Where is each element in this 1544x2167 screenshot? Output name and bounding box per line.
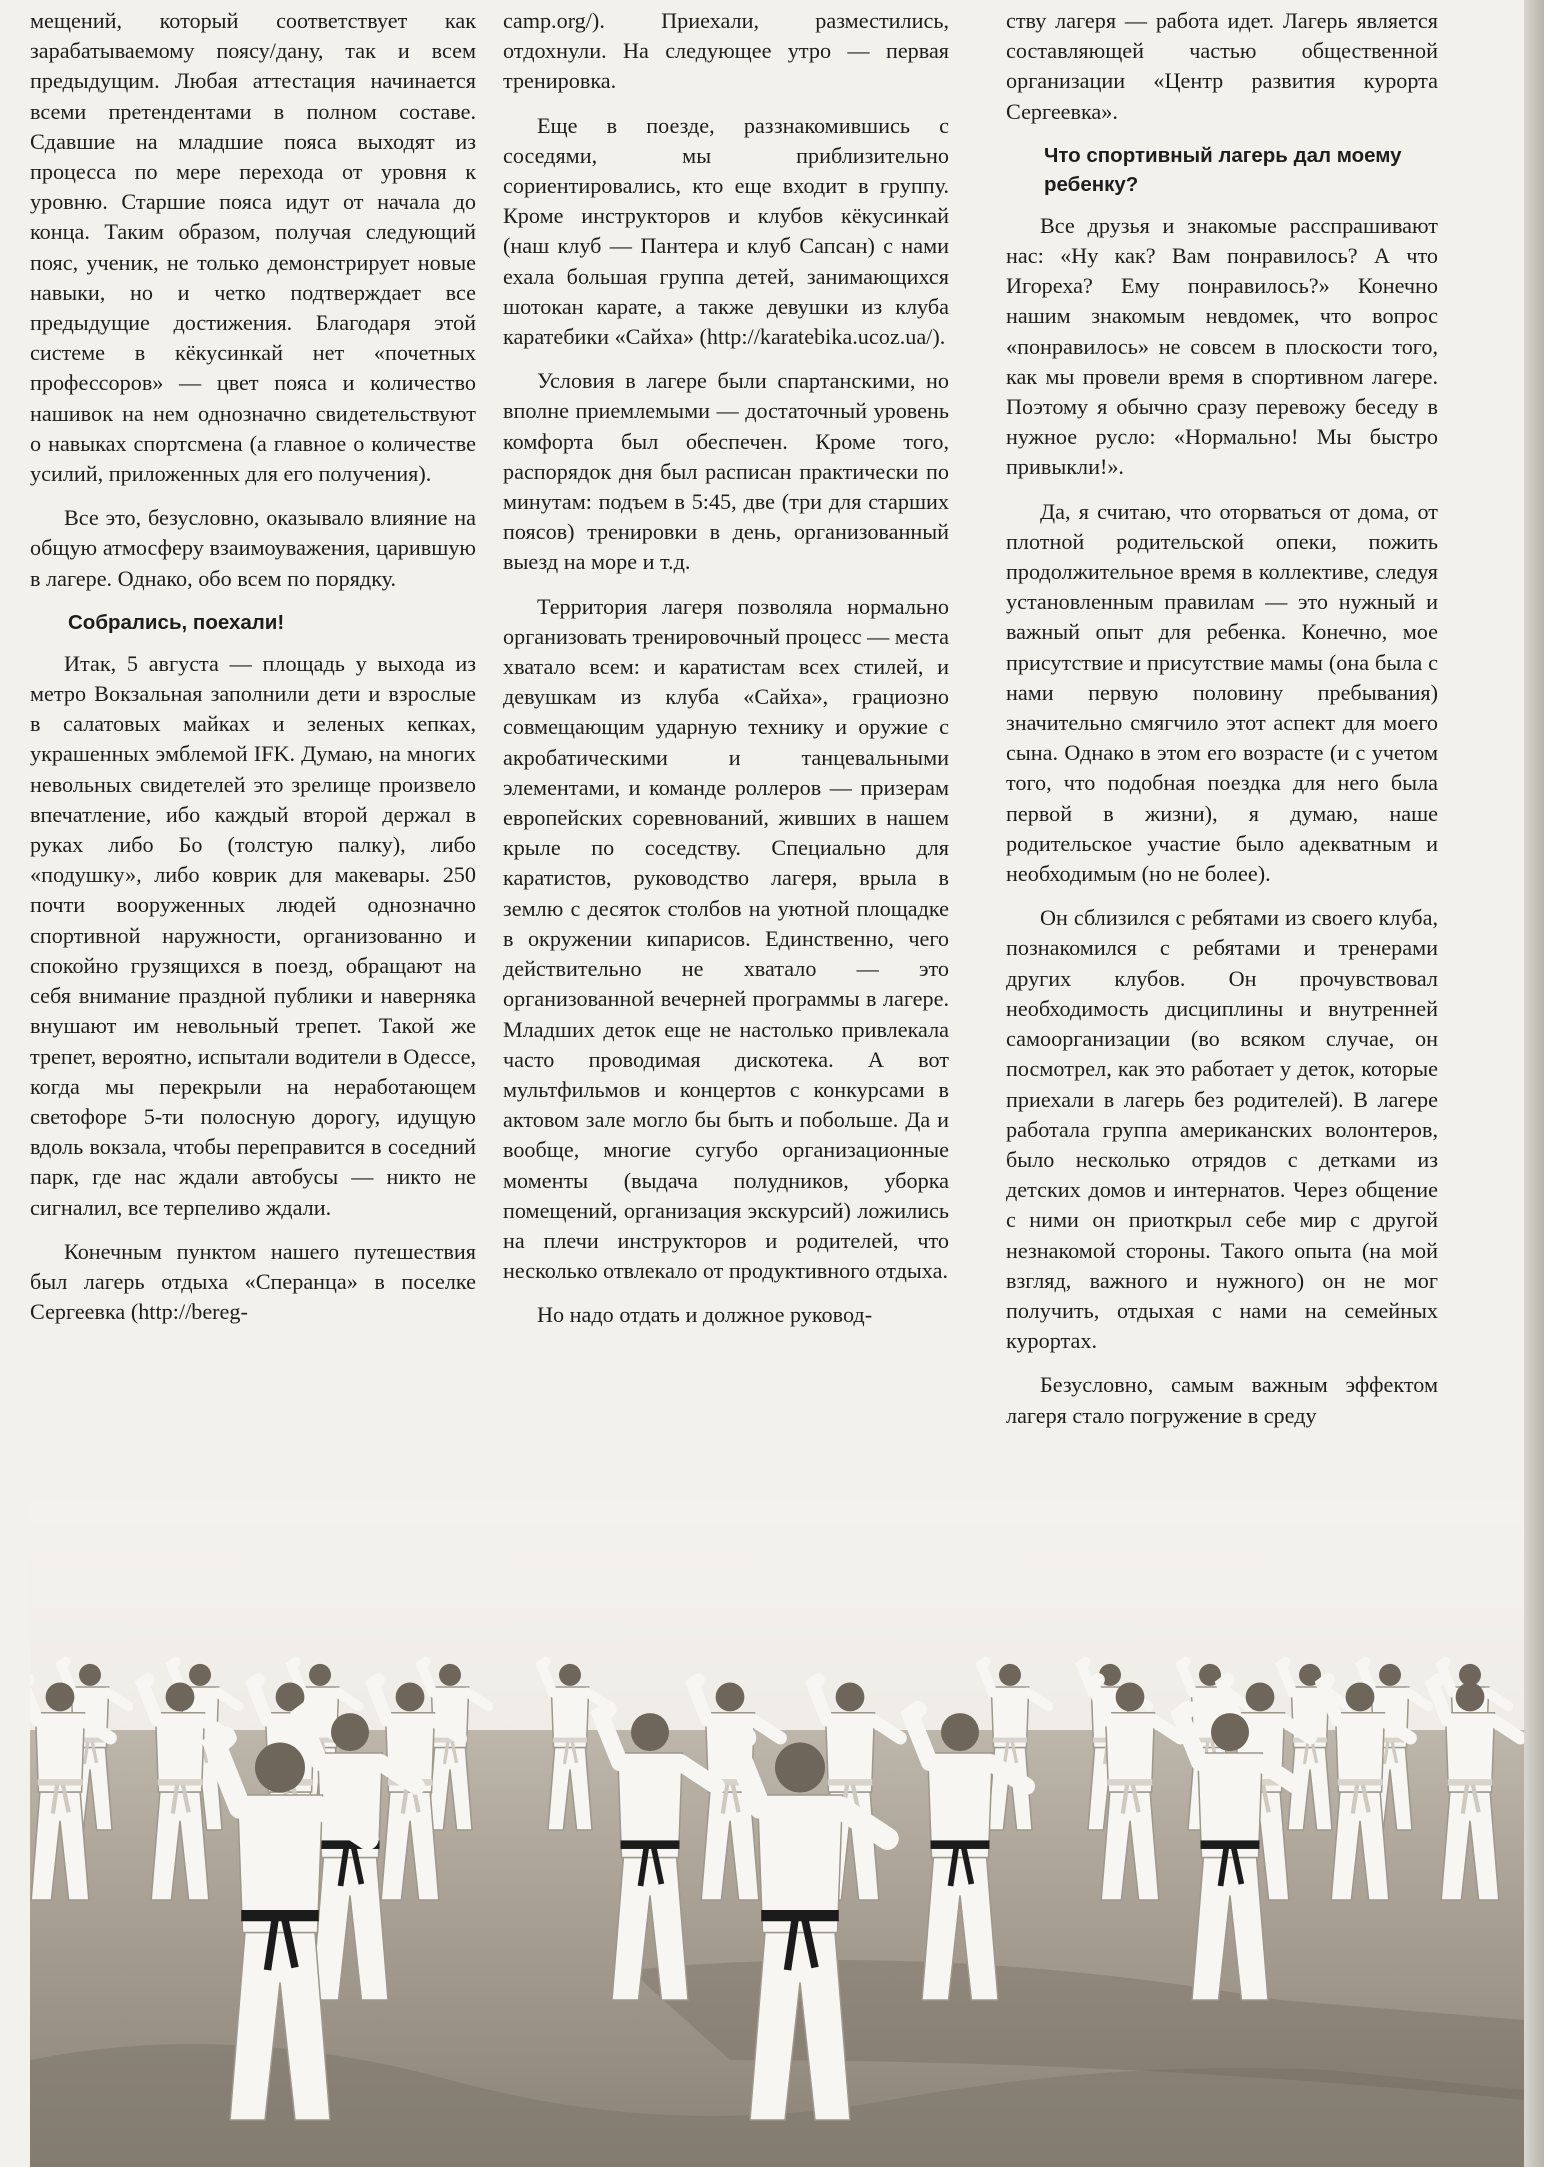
paragraph: Конечным пунктом нашего путешествия был лагерь отдыха «Сперанца» в поселке Сергеевка (http://bereg- [30,1238,476,1325]
paragraph: Все это, безусловно, оказывало влияние на общую атмосферу взаимоуважения, царившую в лагере. Однако, обо всем по порядку. [30,505,476,591]
paragraph: Все друзья и знакомые расспрашивают нас: «Ну как? Вам понравилось? А что Игореха? Ему понравилось?» Конечно нашим знакомым невдомек, что вопрос «понравилось» не совсем в плоскости того, как мы провели время в спортивном лагере. Поэтому я обычно сразу перевожу беседу в нужное русло: «Нормально! Мы быстро привыкли!». [1006,212,1438,480]
paragraph: Безусловно, самым важным эффектом лагеря стало погружение в среду [1006,1372,1438,1428]
paragraph: Да, я считаю, что оторваться от дома, от плотной родительской опеки, пожить продолжительное время в коллективе, следуя установленным правилам — это нужный и важный опыт для ребенка. Конечно, мое присутствие и присутствие мамы (она была с нами первую половину пребывания) значительно смягчило этот аспект для моего сына. Однако в этом его возрасте (и с учетом того, что подобная поездка для него была первой в жизни), я думаю, наше родительское участие было адекватным и необходимым (но не более). [1006,498,1438,887]
column-2 [503,6,949,1490]
paragraph: Но надо отдать и должное руковод- [537,1302,873,1328]
section-heading: Собрались, поехали! [68,610,285,634]
column-3 [1006,6,1438,1490]
column-1 [30,6,476,1490]
training-photo [30,1500,1524,2167]
page-edge [1524,0,1544,2167]
paragraph: ству лагеря — работа идет. Лагерь является составляющей частью общественной организации «Центр развития курорта Сергеевка». [1006,8,1438,124]
karate-group-photo [30,1500,1524,2167]
article-text [30,6,1470,1490]
paragraph: мещений, который соответствует как зарабатываемому поясу/дану, так и всем предыдущим. Любая аттестация начинается всеми претендентами в полном составе. Сдавшие на младшие пояса выходят из процесса по мере перехода от уровня к уровню. Старшие пояса идут от начала до конца. Таким образом, получая следующий пояс, ученик, не только демонстрирует новые навыки, но и четко подтверждает все предыдущие достижения. Благодаря этой системе в кёкусинкай нет «почетных профессоров» — цвет пояса и количество нашивок на нем однозначно свидетельствуют о навыках спортсмена (а главное о количестве усилий, приложенных для его получения). [30,8,476,487]
paragraph: camp.org/). Приехали, разместились, отдохнули. На следующее утро — первая тренировка. [503,8,949,94]
paragraph: Территория лагеря позволяла нормально организовать тренировочный процесс — места хватало всем: и каратистам всех стилей, и девушкам из клуба «Сайха», грациозно совмещающим ударную технику и оружие с акробатическими и танцевальными элементами, и команде роллеров — призерам европейских соревнований, живших в нашем крыле по соседству. Специально для каратистов, руководство лагеря, врыла в землю с десяток столбов на уютной площадке в окружении кипарисов. Единственно, чего действительно не хватало — это организованной вечерней программы в лагере. Младших деток еще не настолько привлекала часто проводимая дискотека. А вот мультфильмов и концертов с конкурсами в актовом зале могло бы быть и побольше. Да и вообще, многие сугубо организационные моменты (выдача полудников, уборка помещений, организация экскурсий) ложились на плечи инструкторов и родителей, что несколько отвлекало от продуктивного отдыха. [503,593,949,1284]
section-heading: Что спортивный лагерь дал моему ребенку? [1044,143,1402,196]
paragraph: Условия в лагере были спартанскими, но вполне приемлемыми — достаточный уровень комфорта был обеспечен. Кроме того, распорядок дня был расписан практически по минутам: подъем в 5:45, две (три для старших поясов) тренировки в день, организованный выезд на море и т.д. [503,368,949,575]
paragraph: Итак, 5 августа — площадь у выхода из метро Вокзальная заполнили дети и взрослые в салатовых майках и зеленых кепках, украшенных эмблемой IFK. Думаю, на многих невольных свидетелей это зрелище произвело впечатление, ибо каждый второй держал в руках либо Бо (толстую палку), либо «подушку», либо коврик для макевары. 250 почти вооруженных людей однозначно спортивной наружности, организованно и спокойно грузящихся в поезд, обращают на себя внимание праздной публики и наверняка внушают им невольный трепет. Такой же трепет, вероятно, испытали водители в Одессе, когда мы перекрыли на неработающем светофоре 5-ти полосную дорогу, идущую вдоль вокзала, чтобы переправится в соседний парк, где нас ждали автобусы — никто не сигналил, все терпеливо ждали. [30,650,476,1220]
paragraph: Он сблизился с ребятами из своего клуба, познакомился с ребятами и тренерами других клубов. Он прочувствовал необходимость дисциплины и внутренней самоорганизации (во всяком случае, он посмотрел, как это работает у деток, которые приехали в лагерь без родителей). В лагере работала группа американских волонтеров, было несколько отрядов с детками из детских домов и интернатов. Через общение с ними он приоткрыл себе мир с другой незнакомой стороны. Такого опыта (на мой взгляд, важного и нужного) он не мог получить, отдыхая с нами на семейных курортах. [1006,905,1438,1354]
paragraph: Еще в поезде, раззнакомившись с соседями, мы приблизительно сориентировались, кто еще входит в группу. Кроме инструкторов и клубов кёкусинкай (наш клуб — Пантера и клуб Сапсан) с нами ехала большая группа детей, занимающихся шотокан карате, а также девушки из клуба каратебики «Сайха» (http://karatebika.ucoz.ua/). [503,112,949,350]
